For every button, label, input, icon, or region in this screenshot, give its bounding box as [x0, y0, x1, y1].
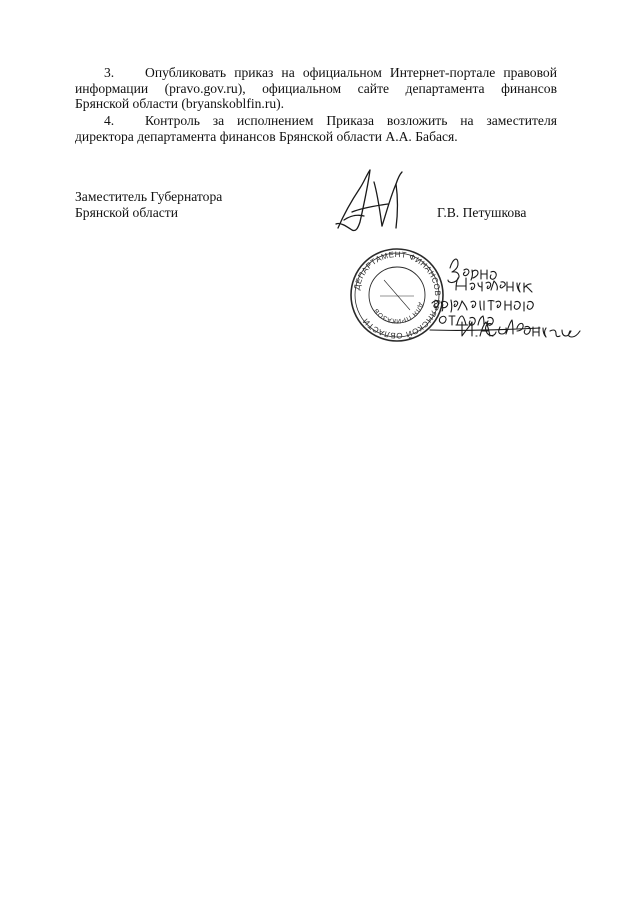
official-stamp — [351, 249, 443, 341]
item-3-line-2: информации (pravo.gov.ru), официальном сайте департамента финансов — [75, 80, 557, 96]
paragraph-item-3 — [75, 65, 557, 112]
item-4-line-1: Контроль за исполнением Приказа возложить на заместителя — [145, 113, 557, 128]
item-3-line-1: Опубликовать приказ на официальном Интернет-портале правовой — [145, 65, 557, 80]
stamp-inner-text: ДЛЯ ПРИКАЗОВ — [372, 301, 425, 325]
handwritten-certification-note — [430, 259, 580, 337]
item-3-number: 3. — [104, 65, 115, 80]
item-4-line-2: директора департамента финансов Брянской области А.А. Бабася. — [75, 128, 458, 144]
stamp-outer-text: ДЕПАРТАМЕНТ ФИНАНСОВ БРЯНСКОЙ ОБЛАСТИ — [352, 249, 443, 341]
signatory-title-line-1: Заместитель Губернатора — [75, 189, 223, 204]
handwritten-signature — [336, 170, 402, 231]
signatory-name: Г.В. Петушкова — [437, 205, 527, 220]
item-3-line-3: Брянской области (bryanskoblfin.ru). — [75, 96, 285, 111]
signatory-title-line-2: Брянской области — [75, 204, 178, 220]
svg-text:ДЛЯ ПРИКАЗОВ — [373, 302, 425, 324]
paragraph-item-4 — [75, 113, 557, 144]
svg-text:ДЕПАРТАМЕНТ ФИНАНСОВ БРЯНСКОЙ — [352, 250, 442, 340]
signatory-title — [75, 189, 222, 220]
item-4-number: 4. — [104, 113, 115, 128]
